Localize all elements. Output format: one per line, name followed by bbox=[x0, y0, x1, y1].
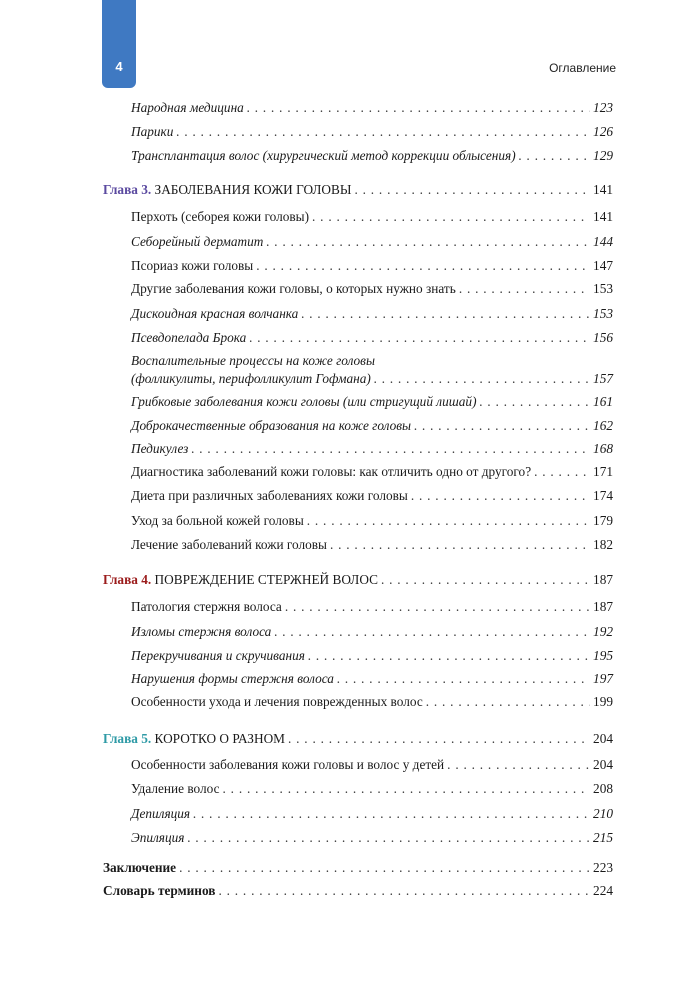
toc-entry-page: 224 bbox=[593, 883, 613, 898]
toc-entry-page: 199 bbox=[593, 694, 613, 709]
table-of-contents bbox=[103, 0, 613, 1000]
dot-leader bbox=[274, 624, 590, 640]
toc-entry[interactable] bbox=[131, 830, 613, 846]
toc-entry[interactable] bbox=[131, 648, 613, 664]
toc-entry-title: Воспалительные процессы на коже головы bbox=[131, 353, 375, 368]
toc-entry[interactable] bbox=[131, 418, 613, 434]
chapter-title: ЗАБОЛЕВАНИЯ КОЖИ ГОЛОВЫ bbox=[154, 182, 352, 197]
toc-entry-title: Изломы стержня волоса bbox=[131, 624, 272, 639]
toc-entry-title: Трансплантация волос (хирургический метод коррекции облысения) bbox=[131, 148, 516, 163]
toc-entry-page: 204 bbox=[593, 757, 613, 772]
dot-leader bbox=[176, 124, 590, 140]
toc-entry-title: Заключение bbox=[103, 860, 177, 875]
toc-entry-title: Доброкачественные образования на коже головы bbox=[131, 418, 412, 433]
toc-entry[interactable] bbox=[131, 757, 613, 773]
dot-leader bbox=[191, 441, 590, 457]
dot-leader bbox=[426, 694, 590, 710]
toc-entry-page: 126 bbox=[593, 124, 613, 139]
toc-entry[interactable] bbox=[131, 306, 613, 322]
toc-chapter-3[interactable] bbox=[103, 182, 613, 198]
dot-leader bbox=[534, 464, 590, 480]
toc-entry-title: Словарь терминов bbox=[103, 883, 216, 898]
page-number: 4 bbox=[115, 59, 123, 74]
dot-leader bbox=[256, 258, 590, 274]
toc-entry-page: 174 bbox=[593, 488, 613, 503]
toc-entry[interactable] bbox=[131, 330, 613, 346]
toc-entry-title: Псевдопелада Брока bbox=[131, 330, 247, 345]
toc-entry[interactable] bbox=[131, 694, 613, 710]
toc-entry-title: Депиляция bbox=[131, 806, 191, 821]
toc-entry[interactable] bbox=[131, 148, 613, 164]
toc-entry[interactable] bbox=[131, 624, 613, 640]
running-head: Оглавление bbox=[549, 61, 616, 75]
toc-entry-page: 141 bbox=[593, 182, 613, 197]
toc-entry-title: Лечение заболеваний кожи головы bbox=[131, 537, 327, 552]
chapter-label: Глава 4. bbox=[103, 572, 152, 587]
toc-entry[interactable] bbox=[131, 537, 613, 553]
toc-entry-title: Псориаз кожи головы bbox=[131, 258, 254, 273]
toc-entry-continuation[interactable] bbox=[131, 371, 613, 387]
dot-leader bbox=[337, 671, 590, 687]
dot-leader bbox=[193, 806, 590, 822]
toc-entry[interactable] bbox=[131, 124, 613, 140]
toc-entry-title: Себорейный дерматит bbox=[131, 234, 264, 249]
toc-entry[interactable] bbox=[131, 513, 613, 529]
toc-entry-title: Эпиляция bbox=[131, 830, 185, 845]
dot-leader bbox=[312, 209, 590, 225]
toc-entry-title: Педикулез bbox=[131, 441, 189, 456]
toc-entry-title: Другие заболевания кожи головы, о которых нужно знать bbox=[131, 281, 456, 296]
dot-leader bbox=[447, 757, 590, 773]
dot-leader bbox=[374, 371, 590, 387]
dot-leader bbox=[411, 488, 590, 504]
toc-entry-page: 153 bbox=[593, 281, 613, 296]
toc-entry-glossary[interactable] bbox=[103, 883, 613, 899]
toc-entry-page: 223 bbox=[593, 860, 613, 875]
toc-entry-page: 182 bbox=[593, 537, 613, 552]
chapter-label: Глава 5. bbox=[103, 731, 152, 746]
toc-entry-title: Народная медицина bbox=[131, 100, 244, 115]
toc-entry-page: 156 bbox=[593, 330, 613, 345]
toc-entry-page: 215 bbox=[593, 830, 613, 845]
toc-entry-title: Перекручивания и скручивания bbox=[131, 648, 305, 663]
dot-leader bbox=[288, 731, 590, 747]
chapter-heading bbox=[103, 572, 378, 588]
toc-entry-title: Особенности заболевания кожи головы и волос у детей bbox=[131, 757, 445, 772]
toc-entry-page: 171 bbox=[593, 464, 613, 479]
dot-leader bbox=[459, 281, 590, 297]
toc-entry-page: 141 bbox=[593, 209, 613, 224]
toc-entry-page: 187 bbox=[593, 572, 613, 587]
toc-entry-page: 157 bbox=[593, 371, 613, 386]
toc-entry-title: Особенности ухода и лечения поврежденных волос bbox=[131, 694, 423, 709]
toc-entry-page: 187 bbox=[593, 599, 613, 614]
toc-entry[interactable] bbox=[131, 464, 613, 480]
toc-entry[interactable] bbox=[131, 281, 613, 297]
toc-entry[interactable] bbox=[131, 234, 613, 250]
toc-entry-page: 144 bbox=[593, 234, 613, 249]
dot-leader bbox=[307, 513, 590, 529]
toc-entry-title: Нарушения формы стержня волоса bbox=[131, 671, 334, 686]
dot-leader bbox=[330, 537, 590, 553]
dot-leader bbox=[218, 883, 590, 899]
dot-leader bbox=[354, 182, 590, 198]
toc-entry-page: 204 bbox=[593, 731, 613, 746]
dot-leader bbox=[187, 830, 590, 846]
toc-entry-page: 123 bbox=[593, 100, 613, 115]
chapter-label: Глава 3. bbox=[103, 182, 152, 197]
chapter-title: КОРОТКО О РАЗНОМ bbox=[154, 731, 285, 746]
dot-leader bbox=[480, 394, 591, 410]
toc-entry-title: Перхоть (себорея кожи головы) bbox=[131, 209, 310, 224]
toc-entry[interactable] bbox=[131, 806, 613, 822]
toc-entry-conclusion[interactable] bbox=[103, 860, 613, 876]
toc-entry-page: 129 bbox=[593, 148, 613, 163]
toc-entry[interactable] bbox=[131, 488, 613, 504]
toc-entry[interactable] bbox=[131, 599, 613, 615]
toc-entry-title: Диагностика заболеваний кожи головы: как отличить одно от другого? bbox=[131, 464, 532, 479]
toc-entry-page: 210 bbox=[593, 806, 613, 821]
toc-entry-title: Патология стержня волоса bbox=[131, 599, 282, 614]
toc-entry-page: 168 bbox=[593, 441, 613, 456]
dot-leader bbox=[285, 599, 590, 615]
toc-entry-page: 195 bbox=[593, 648, 613, 663]
dot-leader bbox=[249, 330, 590, 346]
chapter-heading bbox=[103, 731, 285, 747]
chapter-heading bbox=[103, 182, 351, 198]
toc-entry[interactable] bbox=[131, 209, 613, 225]
chapter-title: ПОВРЕЖДЕНИЕ СТЕРЖНЕЙ ВОЛОС bbox=[154, 572, 378, 587]
dot-leader bbox=[414, 418, 590, 434]
toc-entry-page: 179 bbox=[593, 513, 613, 528]
toc-entry-title: Удаление волос bbox=[131, 781, 220, 796]
toc-chapter-4[interactable] bbox=[103, 572, 613, 588]
toc-entry-title: Диета при различных заболеваниях кожи головы bbox=[131, 488, 408, 503]
toc-entry-title: Дискоидная красная волчанка bbox=[131, 306, 299, 321]
dot-leader bbox=[179, 860, 590, 876]
toc-entry[interactable] bbox=[131, 258, 613, 274]
toc-entry[interactable] bbox=[131, 353, 613, 369]
toc-entry-page: 197 bbox=[593, 671, 613, 686]
toc-entry-page: 208 bbox=[593, 781, 613, 796]
dot-leader bbox=[519, 148, 590, 164]
toc-entry[interactable] bbox=[131, 394, 613, 410]
toc-entry-title: Уход за больной кожей головы bbox=[131, 513, 304, 528]
toc-entry-page: 192 bbox=[593, 624, 613, 639]
toc-entry-title: Грибковые заболевания кожи головы (или стригущий лишай) bbox=[131, 394, 477, 409]
toc-entry-page: 147 bbox=[593, 258, 613, 273]
toc-entry-page: 162 bbox=[593, 418, 613, 433]
dot-leader bbox=[247, 100, 590, 116]
dot-leader bbox=[308, 648, 590, 664]
dot-leader bbox=[301, 306, 590, 322]
toc-entry[interactable] bbox=[131, 671, 613, 687]
toc-entry-page: 153 bbox=[593, 306, 613, 321]
dot-leader bbox=[223, 781, 591, 797]
toc-entry[interactable] bbox=[131, 441, 613, 457]
toc-entry[interactable] bbox=[131, 781, 613, 797]
toc-entry-title: Парики bbox=[131, 124, 174, 139]
dot-leader bbox=[381, 572, 590, 588]
toc-entry[interactable] bbox=[131, 100, 613, 116]
toc-chapter-5[interactable] bbox=[103, 731, 613, 747]
toc-entry-title-line2: (фолликулиты, перифолликулит Гофмана) bbox=[131, 371, 371, 386]
dot-leader bbox=[266, 234, 590, 250]
toc-entry-page: 161 bbox=[593, 394, 613, 409]
